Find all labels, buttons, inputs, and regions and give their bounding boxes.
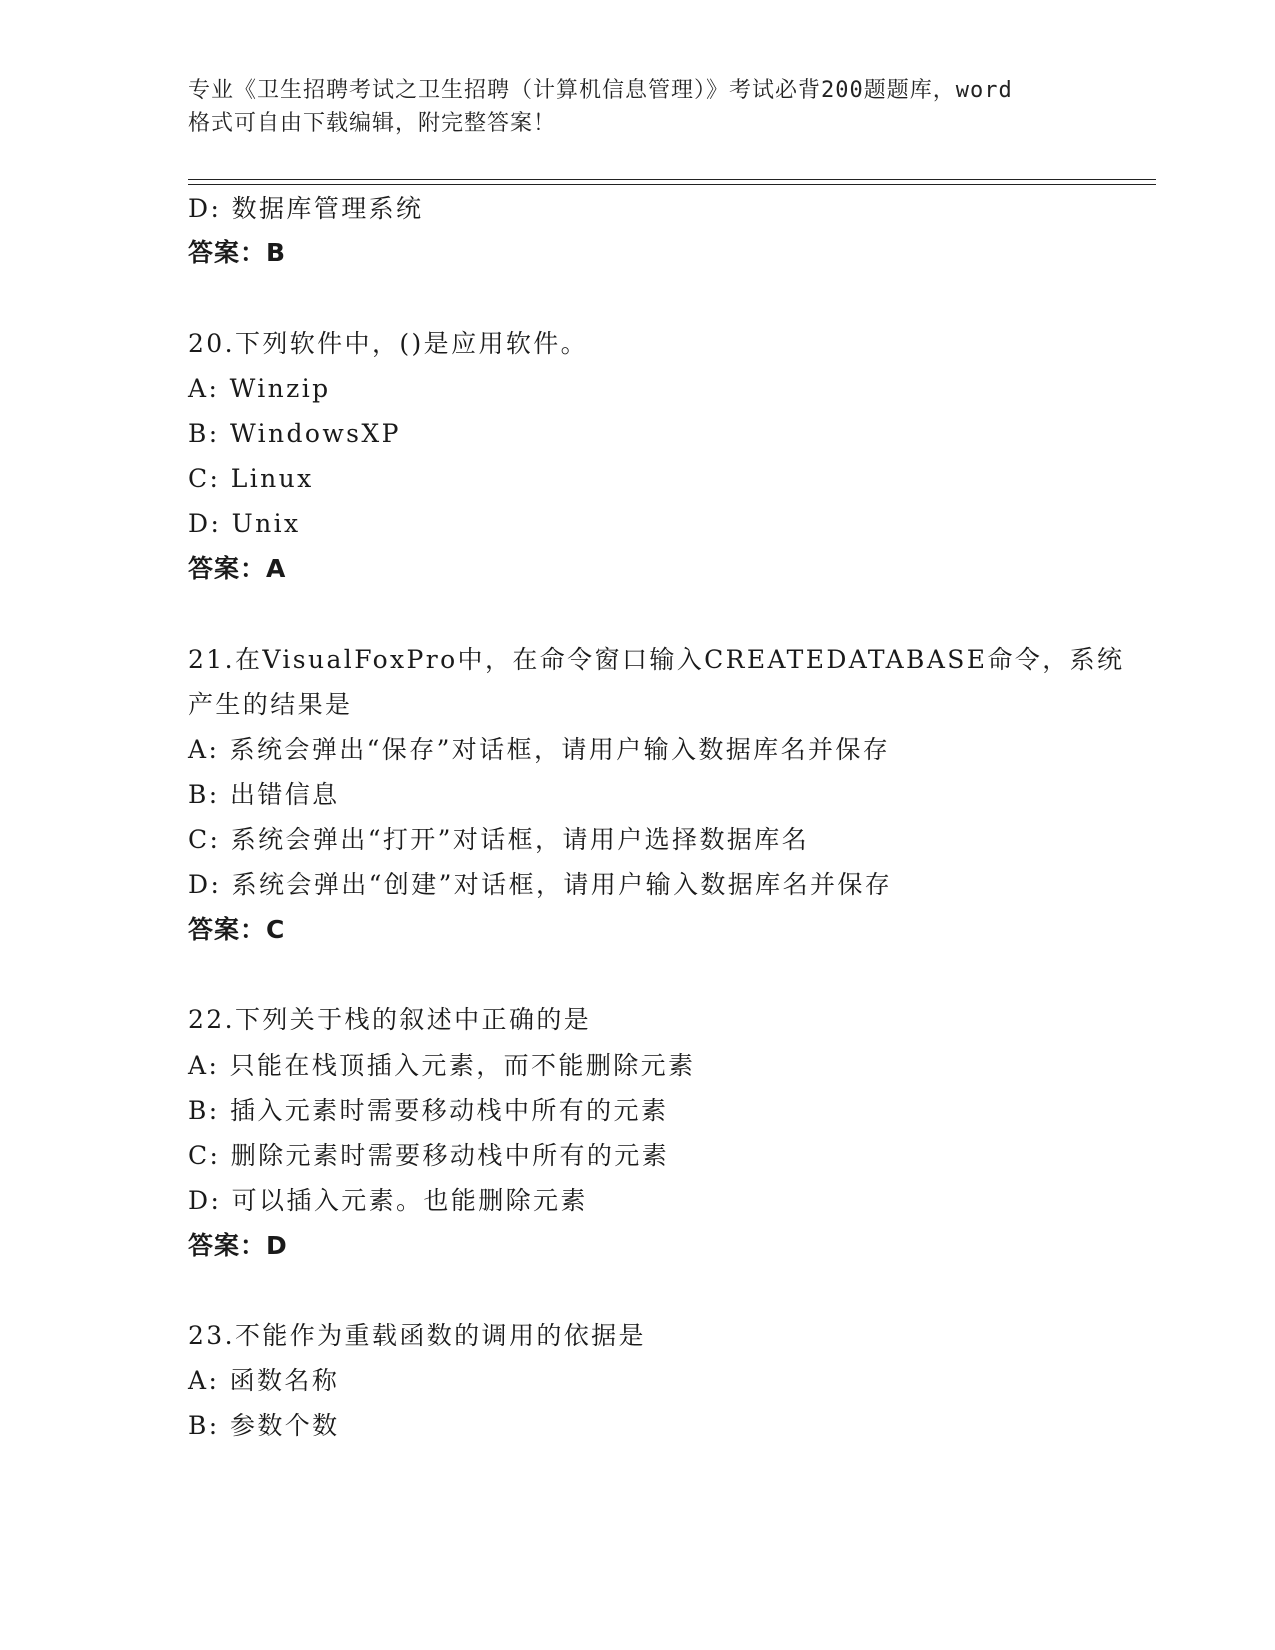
q21-option-d: D: 系统会弹出“创建”对话框，请用户输入数据库名并保存 (188, 870, 893, 899)
header-line-2: 格式可自由下载编辑，附完整答案！ (188, 111, 557, 136)
q22-question: 22.下列关于栈的叙述中正确的是 (188, 1005, 592, 1034)
q21-option-b: B: 出错信息 (188, 780, 340, 809)
q23-question: 23.不能作为重载函数的调用的依据是 (188, 1321, 646, 1350)
q22-option-c: C: 删除元素时需要移动栈中所有的元素 (188, 1141, 670, 1170)
q22-option-b: B: 插入元素时需要移动栈中所有的元素 (188, 1096, 669, 1125)
q20-option-d: D: Unix (188, 509, 301, 538)
q20-option-b: B: WindowsXP (188, 419, 401, 448)
q21-question-line-1: 21.在VisualFoxPro中，在命令窗口输入CREATEDATABASE命令，系统 (188, 645, 1125, 674)
q22-answer: 答案：D (188, 1231, 288, 1260)
q20-option-c: C: Linux (188, 464, 314, 493)
q23-option-a: A: 函数名称 (188, 1366, 340, 1395)
q20-answer: 答案：A (188, 554, 287, 583)
q23-option-b: B: 参数个数 (188, 1411, 340, 1440)
q19-answer: 答案：B (188, 238, 287, 267)
q21-answer: 答案：C (188, 915, 286, 944)
q22-option-d: D: 可以插入元素。也能删除元素 (188, 1186, 588, 1215)
header-line-1: 专业《卫生招聘考试之卫生招聘（计算机信息管理）》考试必背200题题库，word (188, 78, 1013, 103)
q22-option-a: A: 只能在栈顶插入元素，而不能删除元素 (188, 1051, 696, 1080)
q19-option-d: D: 数据库管理系统 (188, 194, 424, 223)
header-divider-bottom (188, 184, 1156, 185)
q21-option-a: A: 系统会弹出“保存”对话框，请用户输入数据库名并保存 (188, 735, 891, 764)
q20-question: 20.下列软件中，()是应用软件。 (188, 329, 589, 358)
document-header (188, 74, 1088, 140)
q21-question-line-2: 产生的结果是 (188, 690, 353, 719)
q20-option-a: A: Winzip (188, 374, 331, 403)
q21-option-c: C: 系统会弹出“打开”对话框，请用户选择数据库名 (188, 825, 810, 854)
header-divider-top (188, 179, 1156, 180)
